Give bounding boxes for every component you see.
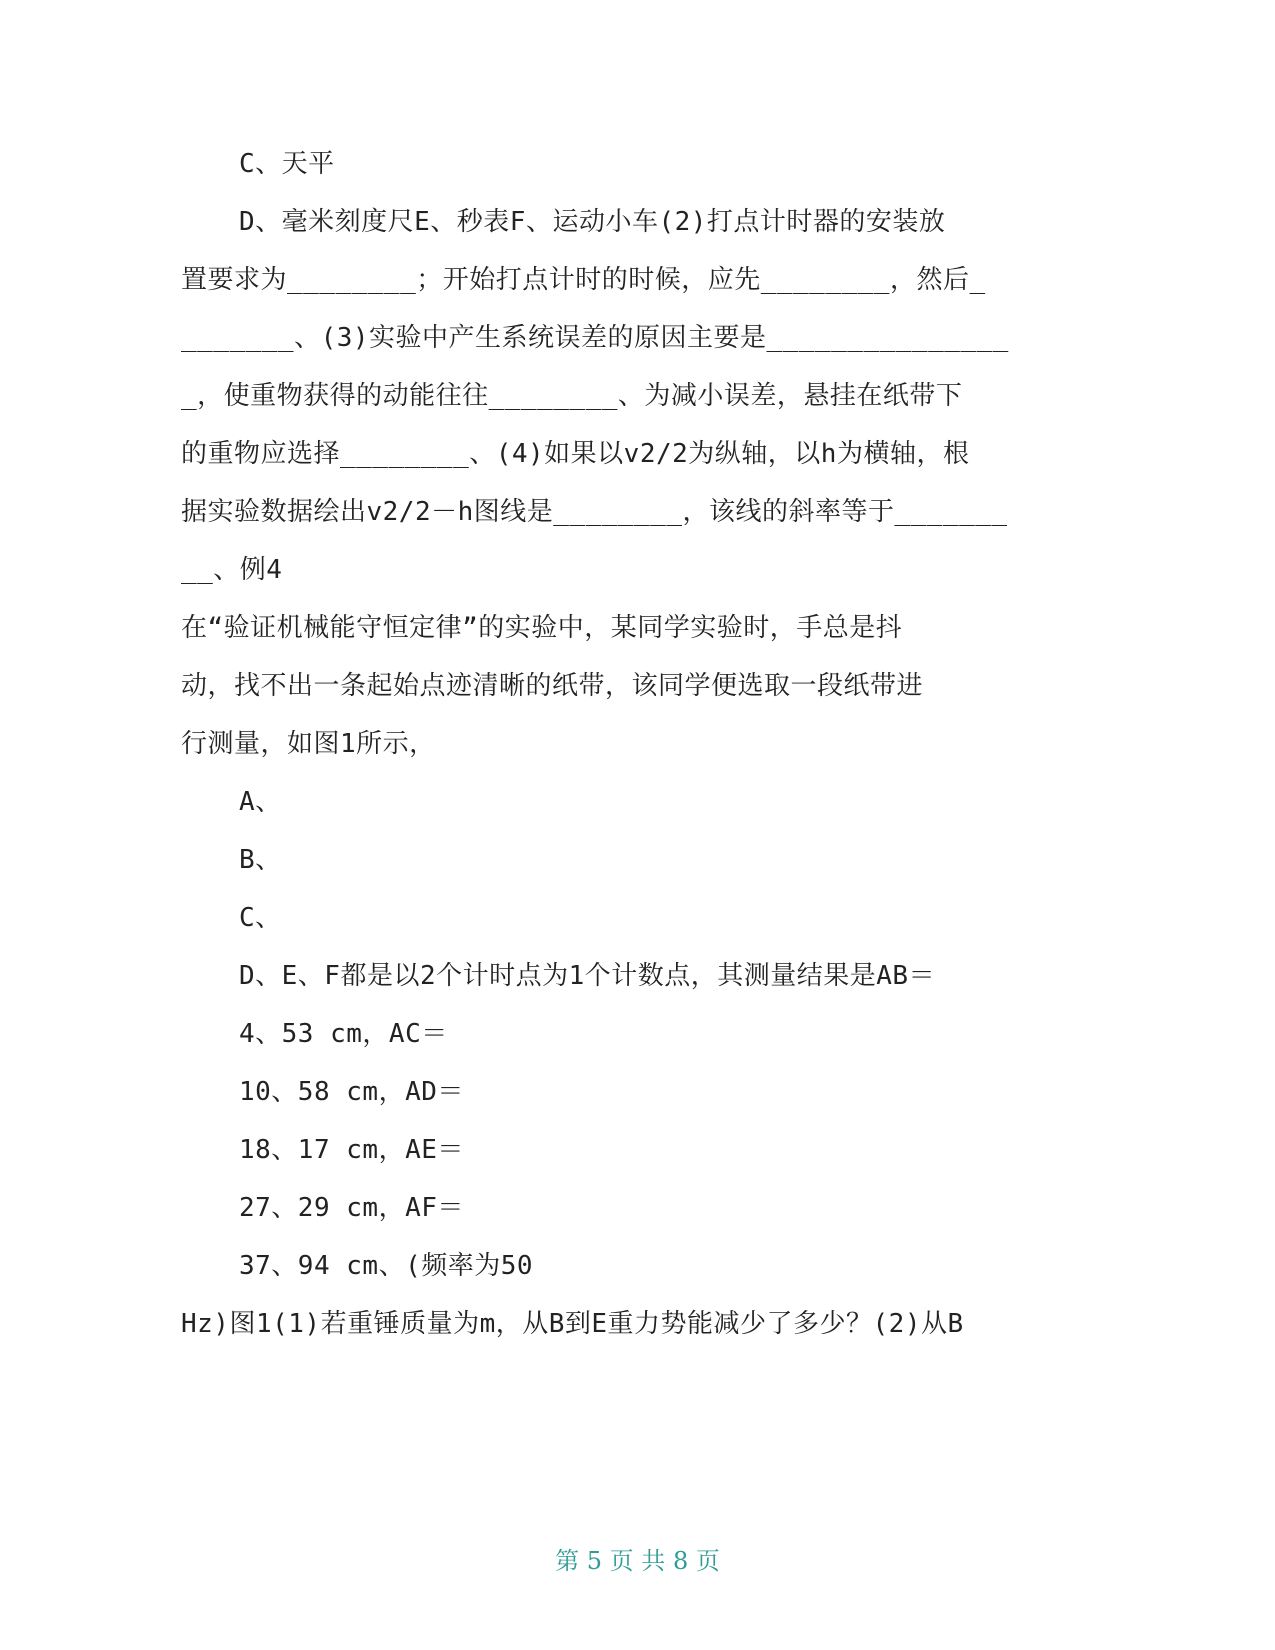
text-line-11: 行测量，如图1所示， <box>181 729 436 759</box>
text-line-19: 27、29 cm，AF＝ <box>239 1193 464 1223</box>
text-line-15: D、E、F都是以2个计时点为1个计数点，其测量结果是AB＝ <box>239 961 936 991</box>
text-line-3: 置要求为________；开始打点计时的时候，应先________，然后_ <box>181 265 986 295</box>
text-line-13: B、 <box>239 845 282 875</box>
text-line-6: 的重物应选择________、(4)如果以v2/2为纵轴，以h为横轴，根 <box>181 439 970 469</box>
text-line-12: A、 <box>239 787 282 817</box>
text-line-18: 18、17 cm，AE＝ <box>239 1135 464 1165</box>
text-line-9: 在“验证机械能守恒定律”的实验中，某同学实验时，手总是抖 <box>181 613 903 643</box>
text-line-10: 动，找不出一条起始点迹清晰的纸带，该同学便选取一段纸带进 <box>181 671 924 701</box>
text-line-4: _______、(3)实验中产生系统误差的原因主要是_______________ <box>181 323 1009 353</box>
text-line-21: Hz)图1(1)若重锤质量为m，从B到E重力势能减少了多少？(2)从B <box>181 1309 964 1339</box>
page-number-footer: 第 5 页 共 8 页 <box>555 1547 720 1575</box>
text-line-14: C、 <box>239 903 282 933</box>
text-line-16: 4、53 cm，AC＝ <box>239 1019 448 1049</box>
text-line-17: 10、58 cm，AD＝ <box>239 1077 464 1107</box>
text-line-7: 据实验数据绘出v2/2－h图线是________，该线的斜率等于_______ <box>181 497 1008 527</box>
text-line-8: __、例4 <box>181 555 283 585</box>
text-line-20: 37、94 cm、(频率为50 <box>239 1251 534 1281</box>
text-line-5: _，使重物获得的动能往往________、为减小误差，悬挂在纸带下 <box>181 381 963 411</box>
text-line-2: D、毫米刻度尺E、秒表F、运动小车(2)打点计时器的安装放 <box>239 207 946 237</box>
text-line-1: C、天平 <box>239 149 335 179</box>
